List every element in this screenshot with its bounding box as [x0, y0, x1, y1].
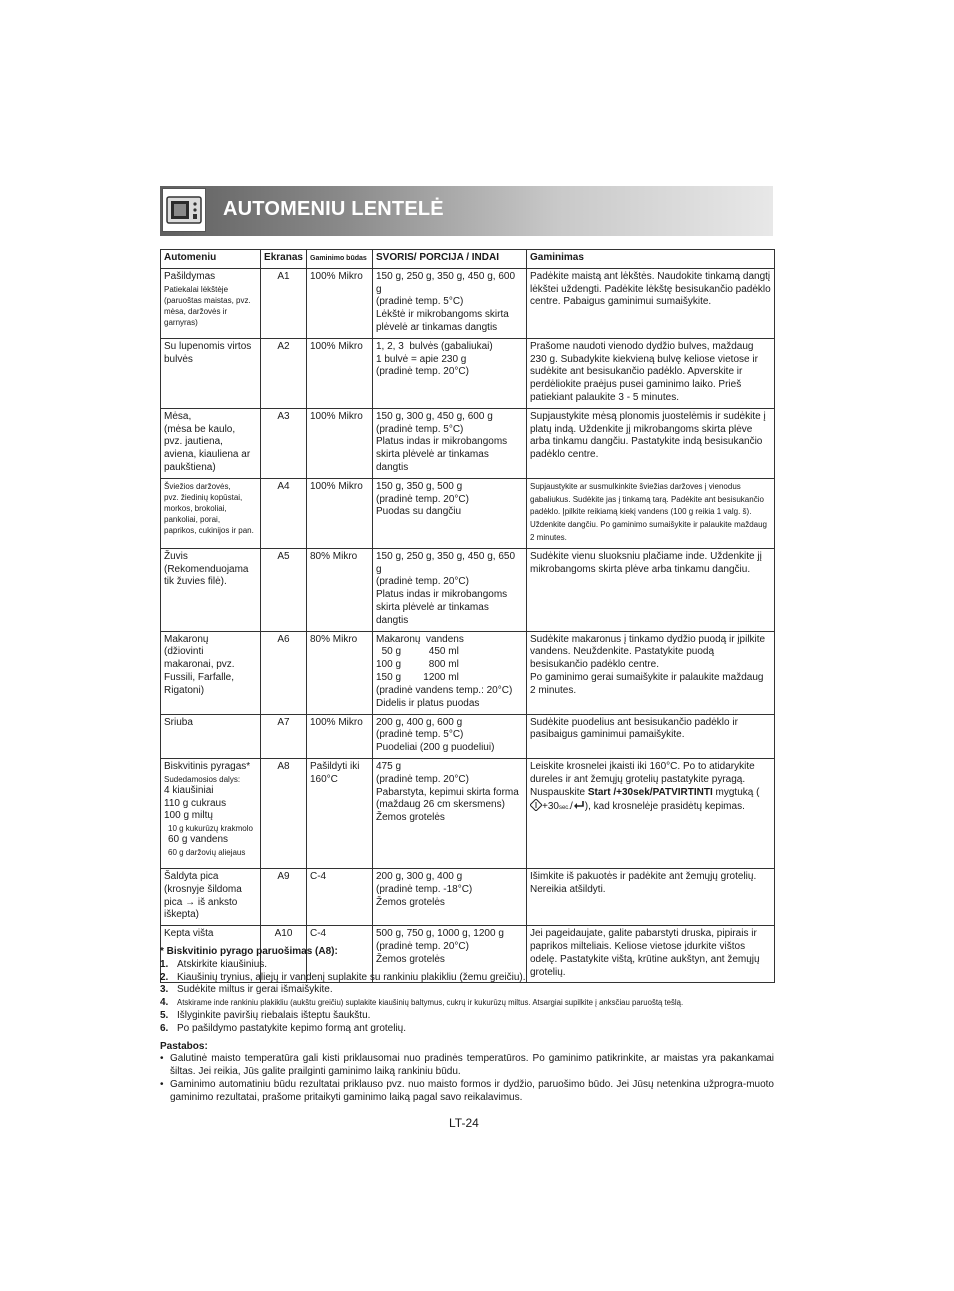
table-row — [161, 758, 775, 868]
col-header-menu: Automeniu — [161, 250, 261, 269]
recipe-heading: * Biskvitinio pyrago paruošimas (A8): — [160, 946, 338, 957]
table-header-row — [161, 250, 775, 269]
table-row — [161, 714, 775, 758]
start-diamond-icon — [530, 799, 542, 816]
menu-cell: Biskvitinis pyragas* Sudedamosios dalys: 4 kiaušiniai 110 g cukraus 100 g miltų 10 g kukurūzų krakmolo 60 g vandens 60 g daržovių aliejaus — [161, 758, 261, 868]
method-cell: 100% Mikro — [307, 338, 373, 408]
page-number: LT-24 — [449, 1116, 479, 1130]
table-row — [161, 338, 775, 408]
menu-cell: Su lupenomis virtos bulvės — [161, 338, 261, 408]
notes-heading: Pastabos: — [160, 1040, 208, 1052]
weight-cell: 150 g, 250 g, 350 g, 450 g, 650 g (pradinė temp. 20°C) Platus indas ir mikrobangoms skirta plėvelė ar tinkamas dangtis — [373, 548, 527, 631]
display-cell: A4 — [261, 478, 307, 548]
weight-cell: 500 g, 750 g, 1000 g, 1200 g (pradinė temp. 20°C) Žemos grotelės — [373, 926, 527, 983]
cooking-cell: Jei pageidaujate, galite pabarstyti druska, pipirais ir paprikos milteliais. Keliose vietose įdurkite vištos odelę. Pastatykite vištą, krūtine aukštyn, ant žemųjų grotelių. — [527, 926, 775, 983]
display-cell: A2 — [261, 338, 307, 408]
weight-cell: 475 g (pradinė temp. 20°C) Pabarstyta, kepimui skirta forma (maždaug 26 cm skersmens) Žemos grotelės — [373, 758, 527, 868]
recipe-step: 2. Kiaušinių trynius, aliejų ir vandenį suplakite su rankiniu plakikliu (žemu greičiu). — [160, 971, 526, 983]
table-row — [161, 478, 775, 548]
cooking-cell: Leiskite krosnelei įkaisti iki 160°C. Po to atidarykite dureles ir ant žemųjų grotelių pastatykite pyragą. Nuspauskite Start /+30sek/PATVIRTINTI mygtuką (+30sec./ ), kad krosnelėje prasidėtų kepimas. — [527, 758, 775, 868]
cooking-cell: Prašome naudoti vienodo dydžio bulves, maždaug 230 g. Subadykite kiekvieną bulvę keliose vietose ir sudėkite ant besisukančio padėklo. Apverskite ir perdėliokite praėjus pusei gaminimo laiko. Prieš patiekiant palaukite 3 - 5 minutes. — [527, 338, 775, 408]
arrow-right-icon: → — [185, 896, 196, 908]
notes-section — [160, 946, 774, 1105]
recipe-step: 4. Atskirame inde rankiniu plakikliu (aukštu greičiu) suplakite kiaušinių baltymus, cukrų ir kukurūzų miltus. Atsargiai supilkite į anksčiau paruoštą tešlą. — [160, 997, 684, 1009]
col-header-display: Ekranas — [261, 250, 307, 269]
method-cell: C-4 — [307, 926, 373, 983]
note-item: • Galutinė maisto temperatūra gali kisti priklausomai nuo pradinės temperatūros. Po gaminimo patikrinkite, ar maistas yra pakankamai šiltas. Jei reikia, Jūs galite prailginti gaminimo laiką rankiniu būdu. — [160, 1053, 774, 1078]
method-cell: Pašildyti iki 160°C — [307, 758, 373, 868]
automenu-table — [160, 249, 775, 983]
weight-cell: 1, 2, 3 bulvės (gabaliukai) 1 bulvė = apie 230 g (pradinė temp. 20°C) — [373, 338, 527, 408]
table-row — [161, 268, 775, 338]
cooking-cell: Padėkite maistą ant lėkštės. Naudokite tinkamą dangtį lėkštei uždengti. Padėkite lėkštę besisukančio padėklo centre. Pabaigus gaminimui sumaišykite. — [527, 268, 775, 338]
method-cell: 100% Mikro — [307, 268, 373, 338]
display-cell: A5 — [261, 548, 307, 631]
method-cell: 100% Mikro — [307, 478, 373, 548]
method-cell: C-4 — [307, 868, 373, 925]
recipe-step: 3. Sudėkite miltus ir gerai išmaišykite. — [160, 984, 333, 996]
method-cell: 80% Mikro — [307, 631, 373, 714]
recipe-step: 5. Išlyginkite paviršių riebalais išteptu šaukštu. — [160, 1009, 371, 1021]
method-cell: 100% Mikro — [307, 714, 373, 758]
display-cell: A9 — [261, 868, 307, 925]
menu-cell: Kepta višta — [161, 926, 261, 983]
cooking-cell: Supjaustykite ar susmulkinkite šviežias daržoves į vienodus gabaliukus. Sudėkite jas į tinkamą tarą. Padėkite ant besisukančio padėklo. Įpilkite reikiamą kiekį vandens (100 g reikia 1 valg. š). Uždenkite dangčiu. Po gaminimo sumaišykite ir palaukite maždaug 2 minutes. — [527, 478, 775, 548]
weight-cell: 200 g, 300 g, 400 g (pradinė temp. -18°C) Žemos grotelės — [373, 868, 527, 925]
display-cell: A10 — [261, 926, 307, 983]
table-row — [161, 548, 775, 631]
cooking-cell: Išimkite iš pakuotės ir padėkite ant žemųjų grotelių. Nereikia atšildyti. — [527, 868, 775, 925]
menu-cell: Pašildymas Patiekalai lėkštėje (paruoštas maistas, pvz. mėsa, daržovės ir garnyras) — [161, 268, 261, 338]
table-row — [161, 868, 775, 925]
col-header-cooking: Gaminimas — [527, 250, 775, 269]
menu-cell: Makaronų (džiovinti makaronai, pvz. Fussili, Farfalle, Rigatoni) — [161, 631, 261, 714]
menu-cell: Mėsa, (mėsa be kaulo, pvz. jautiena, aviena, kiauliena ar paukštiena) — [161, 408, 261, 478]
cooking-cell: Sudėkite makaronus į tinkamo dydžio puodą ir įpilkite vandens. Neuždenkite. Pastatykite puodą besisukančio padėklo centre. Po gaminimo gerai sumaišykite ir palaukite maždaug 2 minutes. — [527, 631, 775, 714]
recipe-step: 1. Atskirkite kiaušinius. — [160, 958, 268, 970]
cooking-cell: Sudėkite puodelius ant besisukančio padėklo ir pasibaigus gaminimui pamaišykite. — [527, 714, 775, 758]
display-cell: A3 — [261, 408, 307, 478]
display-cell: A7 — [261, 714, 307, 758]
weight-cell: 200 g, 400 g, 600 g (pradinė temp. 5°C) Puodeliai (200 g puodeliui) — [373, 714, 527, 758]
weight-cell: Makaronų vandens 50 g 450 ml 100 g 800 ml 150 g 1200 ml (pradinė vandens temp.: 20°C) Didelis ir platus puodas — [373, 631, 527, 714]
microwave-icon — [162, 188, 206, 232]
display-cell: A6 — [261, 631, 307, 714]
recipe-step: 6. Po pašildymo pastatykite kepimo formą ant grotelių. — [160, 1022, 406, 1034]
menu-cell: Šviežios daržovės, pvz. žiedinių kopūstai, morkos, brokoliai, pankoliai, porai, paprikos, cukinijos ir pan. — [161, 478, 261, 548]
cooking-cell: Sudėkite vienu sluoksniu plačiame inde. Uždenkite jį mikrobangoms skirta plėve arba tinkamu dangčiu. — [527, 548, 775, 631]
col-header-weight: SVORIS/ PORCIJA / INDAI — [373, 250, 527, 269]
enter-icon — [573, 800, 585, 815]
display-cell: A1 — [261, 268, 307, 338]
display-cell: A8 — [261, 758, 307, 868]
page-title: AUTOMENIU LENTELĖ — [223, 198, 444, 220]
section-banner — [160, 186, 773, 236]
weight-cell: 150 g, 300 g, 450 g, 600 g (pradinė temp. 5°C) Platus indas ir mikrobangoms skirta plėvelė ar tinkamas dangtis — [373, 408, 527, 478]
method-cell: 100% Mikro — [307, 408, 373, 478]
menu-cell: Sriuba — [161, 714, 261, 758]
col-header-method: Gaminimo būdas — [307, 250, 373, 269]
note-item: • Gaminimo automatiniu būdu rezultatai priklauso pvz. nuo maisto formos ir dydžio, paruošimo būdo. Jei Jūsų netenkina užprogra-muoto gaminimo rezultatai, prašome pritaikyti gaminimo laiką pagal savo reikalavimus. — [160, 1078, 774, 1103]
menu-cell: Žuvis (Rekomenduojama tik žuvies filė). — [161, 548, 261, 631]
method-cell: 80% Mikro — [307, 548, 373, 631]
menu-cell: Šaldyta pica (krosnyje šildoma pica → iš anksto iškepta) — [161, 868, 261, 925]
cooking-cell: Supjaustykite mėsą plonomis juostelėmis ir sudėkite į platų indą. Uždenkite jį mikrobangoms skirta plėve arba tinkamu dangčiu. Pastatykite indą besisukančio padėklo centre. — [527, 408, 775, 478]
table-row — [161, 631, 775, 714]
table-row — [161, 408, 775, 478]
weight-cell: 150 g, 250 g, 350 g, 450 g, 600 g (pradinė temp. 5°C) Lėkštė ir mikrobangoms skirta plėvelė ar tinkamas dangtis — [373, 268, 527, 338]
weight-cell: 150 g, 350 g, 500 g (pradinė temp. 20°C) Puodas su dangčiu — [373, 478, 527, 548]
